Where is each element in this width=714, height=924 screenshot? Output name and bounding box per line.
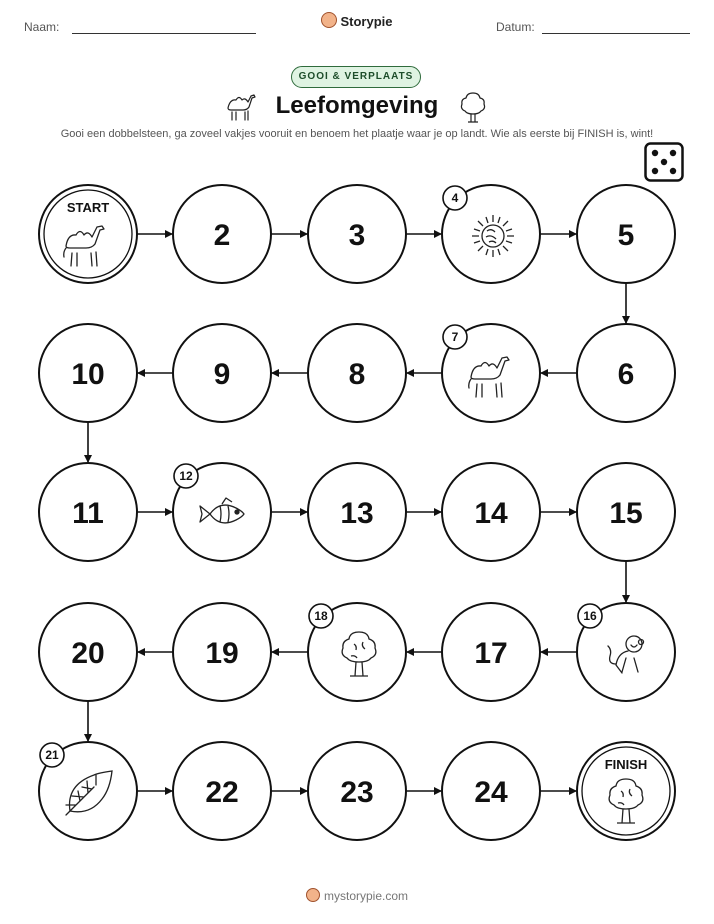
cell-number: 19: [205, 637, 239, 670]
cell-label: START: [66, 200, 110, 215]
cell-number: 11: [72, 497, 104, 530]
board-cell[interactable]: [442, 324, 540, 422]
board-cell[interactable]: [39, 603, 137, 701]
board-cell[interactable]: [173, 742, 271, 840]
instructions: Gooi een dobbelsteen, ga zoveel vakjes vooruit en benoem het plaatje waar je op landt. Wie als eerste bij FINISH is, wint!: [60, 128, 654, 140]
board-cell[interactable]: [442, 742, 540, 840]
sun-icon: [472, 215, 514, 257]
start-cell[interactable]: [39, 185, 137, 283]
cell-label: FINISH: [604, 757, 648, 772]
board-cell[interactable]: [308, 603, 406, 701]
board-cell[interactable]: [39, 463, 137, 561]
cell-number: 21: [45, 748, 59, 762]
brand-name: Storypie: [340, 14, 393, 29]
board-cell[interactable]: [173, 185, 271, 283]
board-cell[interactable]: [173, 324, 271, 422]
cell-number: 6: [617, 358, 635, 391]
cell-number: 10: [71, 358, 105, 391]
board-cell[interactable]: [308, 185, 406, 283]
board-cell[interactable]: [577, 463, 675, 561]
board-cell[interactable]: [442, 603, 540, 701]
cell-number: 17: [474, 637, 508, 670]
game-type-badge: GOOI & VERPLAATS: [291, 66, 421, 88]
board-cells: [39, 185, 675, 840]
cell-number: 14: [474, 497, 508, 530]
cell-number: 4: [451, 191, 459, 205]
finish-cell[interactable]: [577, 742, 675, 840]
board-cell[interactable]: [173, 463, 271, 561]
cell-number: 13: [340, 497, 374, 530]
cell-number: 20: [71, 637, 105, 670]
cell-number: 3: [348, 219, 366, 252]
cell-number: 22: [205, 776, 239, 809]
board-cell[interactable]: [39, 324, 137, 422]
date-label: Datum:: [496, 20, 535, 34]
cell-number: 24: [474, 776, 508, 809]
cell-number: 12: [179, 469, 193, 483]
footer-url[interactable]: mystorypie.com: [323, 889, 409, 903]
board-cell[interactable]: [308, 324, 406, 422]
footer: [0, 888, 714, 903]
name-label: Naam:: [24, 20, 60, 34]
storypie-logo-icon: [306, 888, 320, 902]
board-cell[interactable]: [308, 742, 406, 840]
board-cell[interactable]: [577, 185, 675, 283]
board-cell[interactable]: [442, 463, 540, 561]
board-cell[interactable]: [173, 603, 271, 701]
board-cell[interactable]: [308, 463, 406, 561]
cell-number: 7: [451, 330, 459, 344]
cell-number: 5: [617, 219, 635, 252]
cell-number: 23: [340, 776, 374, 809]
cell-number: 18: [314, 609, 328, 623]
cell-number: 8: [348, 358, 366, 391]
cell-number: 15: [609, 497, 643, 530]
board-cell[interactable]: [577, 324, 675, 422]
cell-number: 16: [583, 609, 597, 623]
board-cell[interactable]: [577, 603, 675, 701]
cell-number: 9: [213, 358, 231, 391]
page-title: Leefomgeving: [275, 92, 439, 119]
board-cell[interactable]: [442, 185, 540, 283]
board-cell[interactable]: [39, 742, 137, 840]
cell-number: 2: [213, 219, 231, 252]
